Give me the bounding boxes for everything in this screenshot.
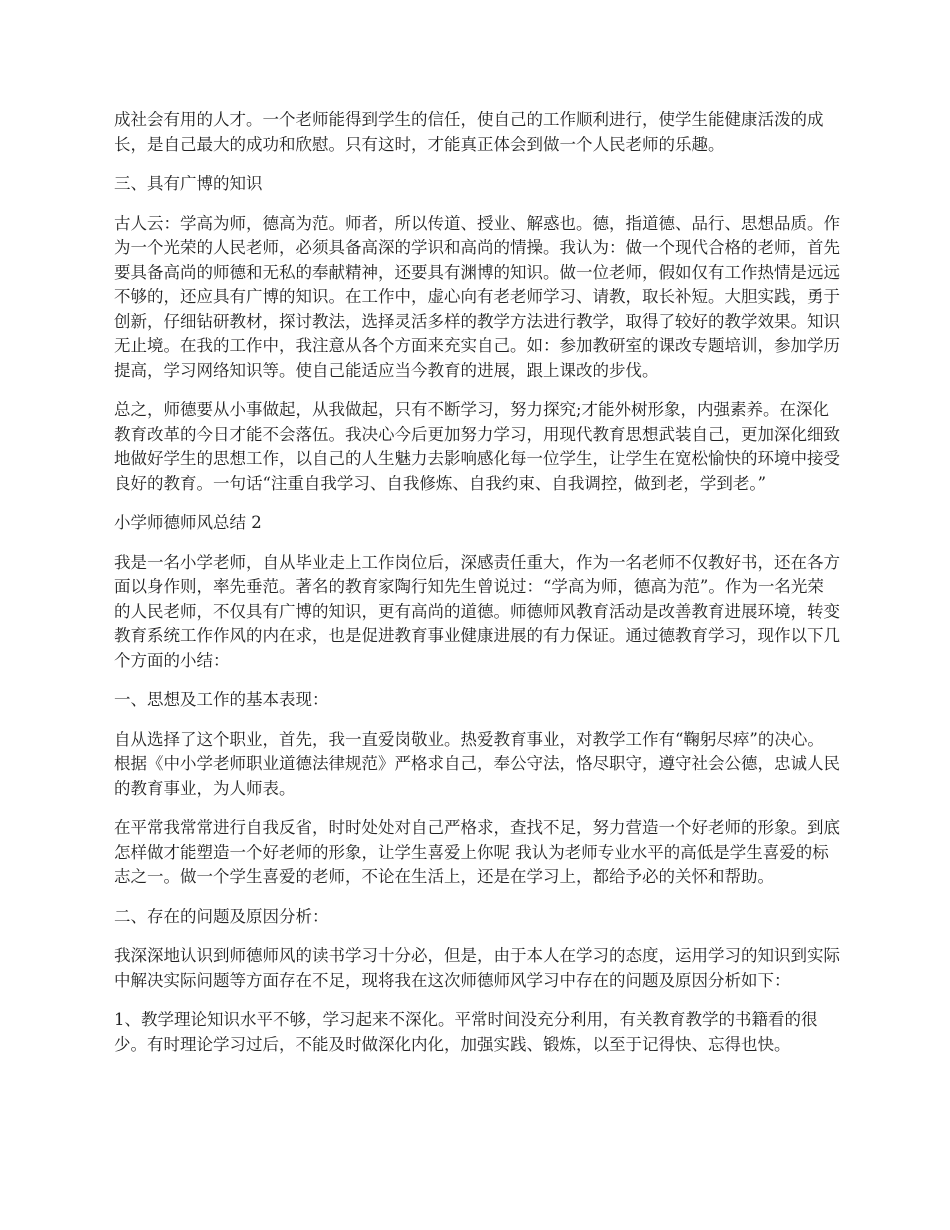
paragraph: 古人云：学高为师，德高为范。师者，所以传道、授业、解惑也。德，指道德、品行、思想品质。作为一个光荣的人民老师，必须具备高深的学识和高尚的情操。我认为：做一个现代合格的老师，首先要具备高尚的师德和无私的奉献精神，还要具有渊博的知识。做一位老师，假如仅有工作热情是远远不够的，还应具有广博的知识。在工作中，虚心向有老老师学习、请教，取长补短。大胆实践，勇于创新，仔细钻研教材，探讨教法，选择灵活多样的教学方法进行教学，取得了较好的教学效果。知识无止境。在我的工作中，我注意从各个方面来充实自己。如：参加教研室的课改专题培训，参加学历提高，学习网络知识等。使自己能适应当今教育的进展，跟上课改的步伐。 — [114, 213, 840, 380]
paragraph: 1、教学理论知识水平不够，学习起来不深化。平常时间没充分利用，有关教育教学的书籍看的很少。有时理论学习过后，不能及时做深化内化，加强实践、锻炼，以至于记得快、忘得也快。 — [114, 1010, 818, 1054]
section-heading: 一、思想及工作的基本表现： — [114, 690, 329, 709]
paragraph: 自从选择了这个职业，首先，我一直爱岗敬业。热爱教育事业，对教学工作有“鞠躬尽瘁”的决心。根据《中小学老师职业道德法律规范》严格求自己，奉公守法，恪尽职守，遵守社会公德，忠诚人民的教育事业，为人师表。 — [114, 729, 840, 798]
paragraph: 成社会有用的人才。一个老师能得到学生的信任，使自己的工作顺利进行，使学生能健康活泼的成长，是自己最大的成功和欣慰。只有这时，才能真正体会到做一个人民老师的乐趣。 — [114, 110, 824, 154]
document-title: 小学师德师风总结 2 — [114, 513, 262, 532]
paragraph: 总之，师德要从小事做起，从我做起，只有不断学习，努力探究;才能外树形象，内强素养。在深化教育改革的今日才能不会落伍。我决心今后更加努力学习，用现代教育思想武装自己，更加深化细致地做好学生的思想工作，以自己的人生魅力去影响感化每一位学生，让学生在宽松愉快的环境中接受良好的教育。一句话“注重自我学习、自我修炼、自我约束、自我调控，做到老，学到老。” — [114, 400, 840, 493]
paragraph: 我深深地认识到师德师风的读书学习十分必，但是，由于本人在学习的态度，运用学习的知识到实际中解决实际问题等方面存在不足，现将我在这次师德师风学习中存在的问题及原因分析如下： — [114, 946, 840, 990]
paragraph: 在平常我常常进行自我反省，时时处处对自己严格求，查找不足，努力营造一个好老师的形象。到底怎样做才能塑造一个好老师的形象，让学生喜爱上你呢 我认为老师专业水平的高低是学生喜爱的标志之一。做一个学生喜爱的老师，不论在生活上，还是在学习上，都给予必的关怀和帮助。 — [114, 818, 840, 886]
document-body — [114, 108, 840, 1072]
section-heading: 三、具有广博的知识 — [114, 174, 263, 193]
section-heading: 二、存在的问题及原因分析： — [114, 906, 329, 926]
paragraph: 我是一名小学老师，自从毕业走上工作岗位后，深感责任重大，作为一名老师不仅教好书，还在各方面以身作则，率先垂范。著名的教育家陶行知先生曾说过：“学高为师，德高为范”。作为一名光荣的人民老师，不仅具有广博的知识，更有高尚的道德。师德师风教育活动是改善教育进展环境，转变教育系统工作作风的内在求，也是促进教育事业健康进展的有力保证。通过德教育学习，现作以下几个方面的小结： — [114, 552, 840, 670]
